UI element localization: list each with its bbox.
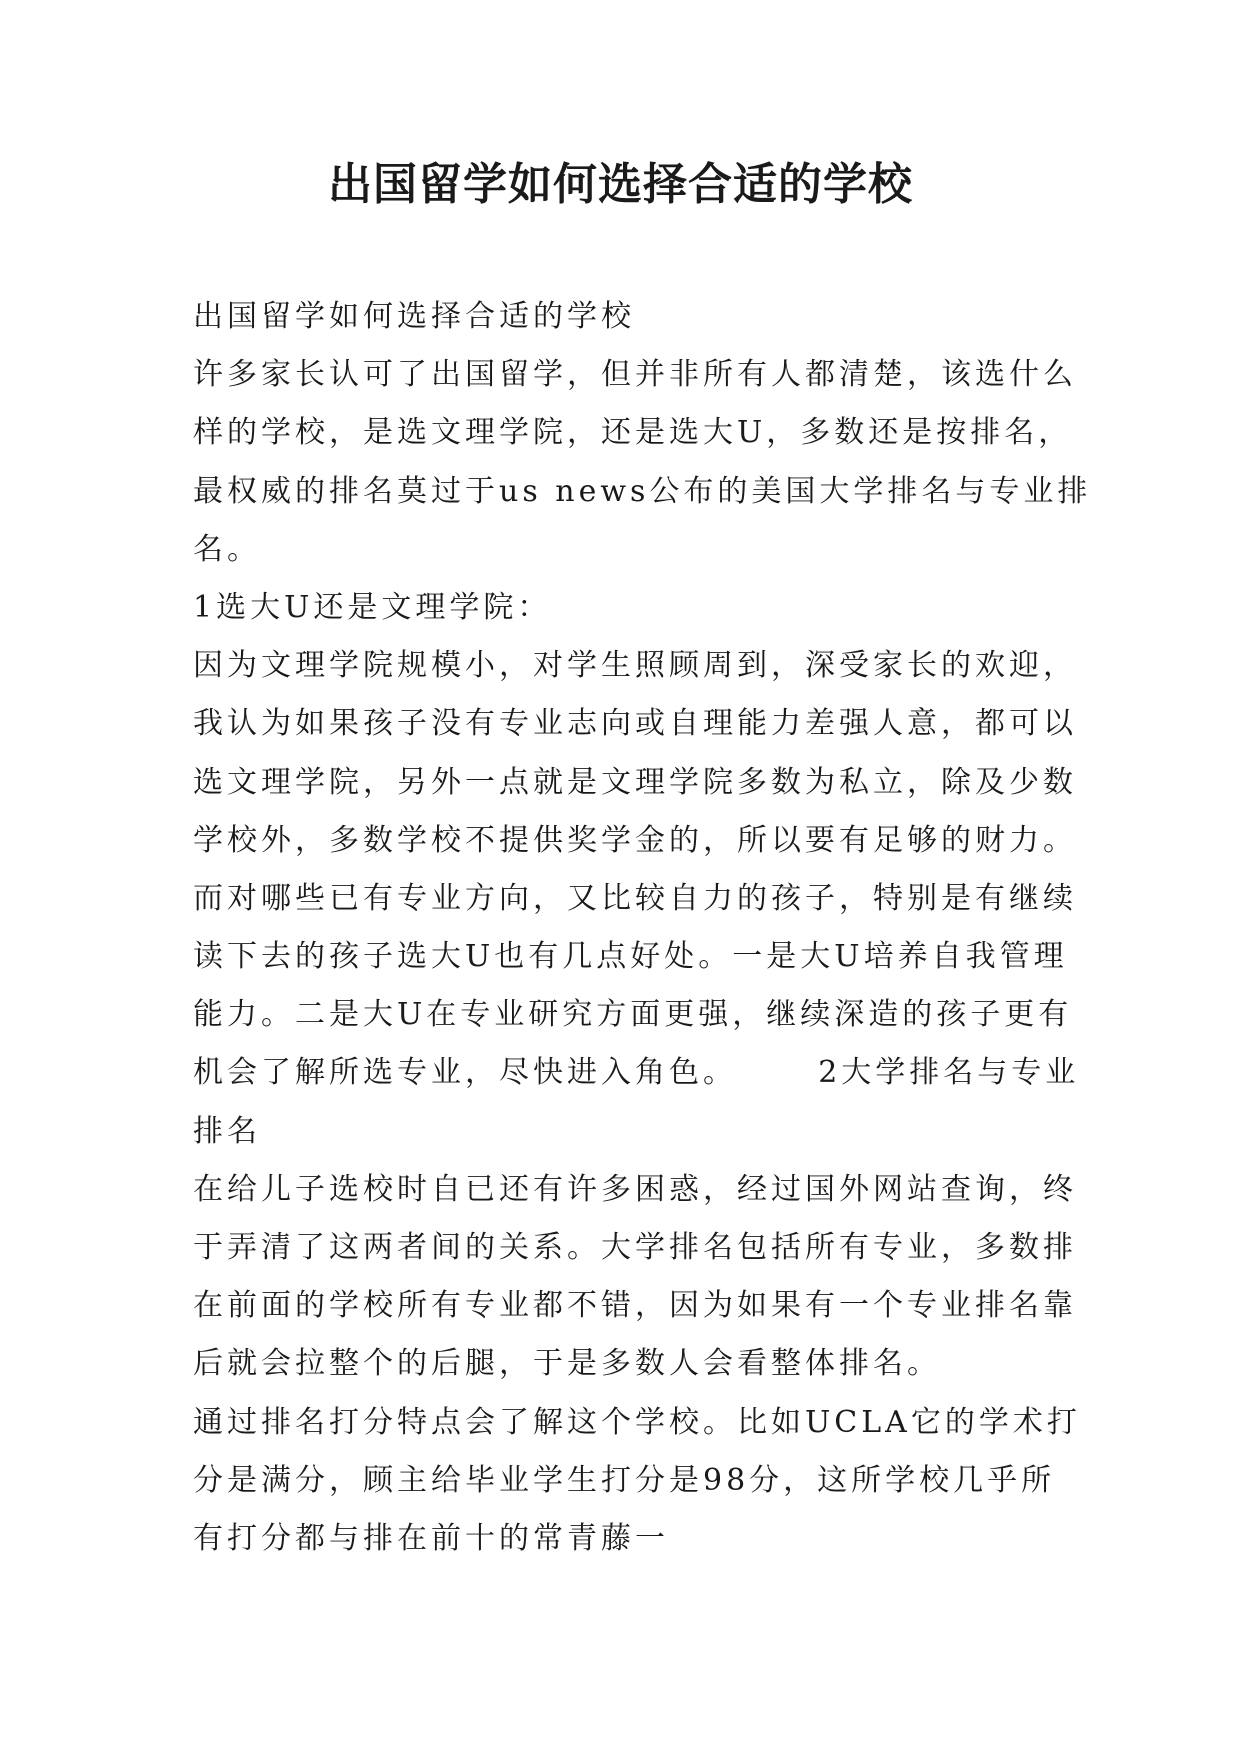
body-line: 在前面的学校所有专业都不错，因为如果有一个专业排名靠 <box>193 1288 1077 1324</box>
body-line: 因为文理学院规模小，对学生照顾周到，深受家长的欢迎， <box>193 648 1077 684</box>
body-line: 最权威的排名莫过于us news公布的美国大学排名与专业排 <box>193 473 1092 509</box>
body-line: 有打分都与排在前十的常青藤一 <box>193 1520 669 1556</box>
document-title: 出国留学如何选择合适的学校 <box>328 159 913 210</box>
document-body <box>193 288 1092 1568</box>
body-line: 通过排名打分特点会了解这个学校。比如UCLA它的学术打 <box>193 1404 1081 1440</box>
body-line: 排名 <box>193 1113 261 1149</box>
body-line: 分是满分，顾主给毕业学生打分是98分，这所学校几乎所 <box>193 1462 1056 1498</box>
body-line: 后就会拉整个的后腿，于是多数人会看整体排名。 <box>193 1346 941 1382</box>
body-line: 而对哪些已有专业方向，又比较自力的孩子，特别是有继续 <box>193 880 1077 916</box>
body-line: 于弄清了这两者间的关系。大学排名包括所有专业，多数排 <box>193 1230 1077 1265</box>
body-line: 出国留学如何选择合适的学校 <box>193 299 635 334</box>
body-line: 在给儿子选校时自已还有许多困惑，经过国外网站查询，终 <box>193 1171 1077 1207</box>
body-line: 1选大U还是文理学院： <box>193 589 552 625</box>
body-line: 选文理学院，另外一点就是文理学院多数为私立，除及少数 <box>193 764 1077 800</box>
body-line: 学校外，多数学校不提供奖学金的，所以要有足够的财力。 <box>193 822 1077 858</box>
body-line: 名。 <box>193 531 261 567</box>
body-line: 许多家长认可了出国留学，但并非所有人都清楚，该选什么 <box>193 357 1077 393</box>
body-line: 样的学校，是选文理学院，还是选大U，多数还是按排名， <box>193 415 1073 451</box>
body-line: 能力。二是大U在专业研究方面更强，继续深造的孩子更有 <box>193 997 1073 1033</box>
body-line: 读下去的孩子选大U也有几点好处。一是大U培养自我管理 <box>193 939 1068 975</box>
body-line: 我认为如果孩子没有专业志向或自理能力差强人意，都可以 <box>193 706 1077 742</box>
body-line: 机会了解所选专业，尽快进入角色。 2大学排名与专业 <box>193 1055 1080 1091</box>
